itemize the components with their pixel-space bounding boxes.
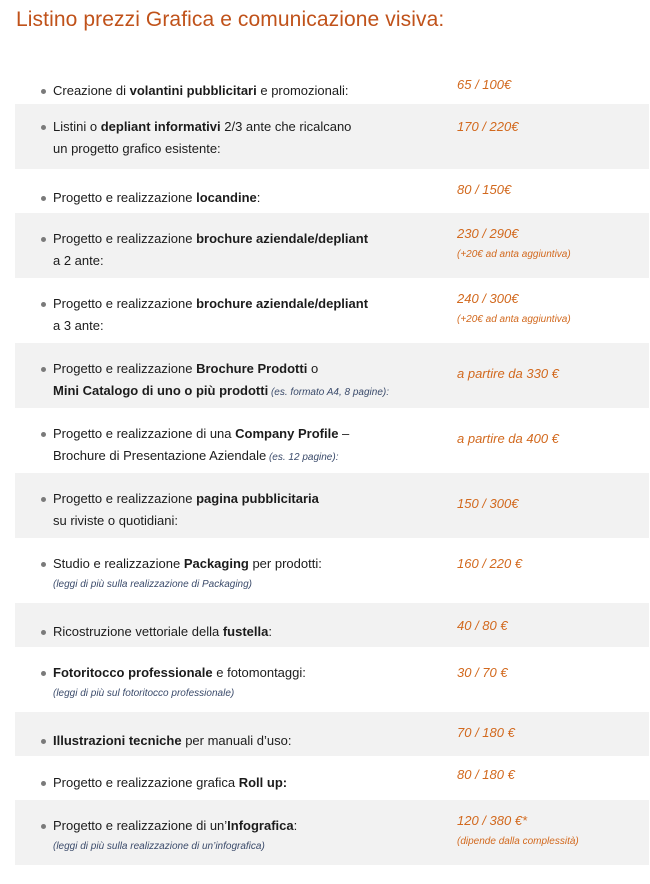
row-description: Progetto e realizzazione Brochure Prodotti o Mini Catalogo di uno o più prodotti (es. formato A4, 8 pagine): — [53, 361, 389, 398]
price-row — [15, 169, 649, 213]
row-description: Fotoritocco professionale e fotomontaggi: (leggi di più sul fotoritocco professionale) — [53, 662, 306, 704]
price-row — [15, 647, 649, 712]
retouching-link[interactable]: (leggi di più sul fotoritocco professionale) — [53, 688, 235, 699]
row-price: 120 / 380 €* (dipende dalla complessità) — [457, 813, 579, 847]
row-description: Illustrazioni tecniche per manuali d’uso: — [53, 733, 292, 748]
row-description: Progetto e realizzazione locandine: — [53, 190, 261, 205]
row-price: 170 / 220€ — [457, 119, 519, 134]
price-row — [15, 408, 649, 473]
row-price: 160 / 220 € — [457, 556, 523, 571]
page-title: Listino prezzi Grafica e comunicazione visiva: — [16, 8, 445, 31]
bullet-icon — [41, 739, 46, 744]
price-row — [15, 538, 649, 603]
price-row — [15, 60, 649, 104]
row-description: Ricostruzione vettoriale della fustella: — [53, 624, 272, 639]
price-row — [15, 603, 649, 647]
row-description: Progetto e realizzazione grafica Roll up: — [53, 775, 288, 790]
row-description: Listini o depliant informativi 2/3 ante che ricalcano un progetto grafico esistente: — [53, 119, 352, 156]
row-price: 65 / 100€ — [457, 77, 512, 92]
row-price: 150 / 300€ — [457, 496, 519, 511]
bullet-icon — [41, 824, 46, 829]
row-description: Progetto e realizzazione brochure aziendale/depliant a 3 ante: — [53, 296, 369, 333]
row-description: Progetto e realizzazione pagina pubblicitaria su riviste o quotidiani: — [53, 491, 319, 528]
price-row — [15, 756, 649, 800]
bullet-icon — [41, 237, 46, 242]
row-price: 40 / 80 € — [457, 618, 508, 633]
price-row — [15, 473, 649, 538]
bullet-icon — [41, 562, 46, 567]
bullet-icon — [41, 630, 46, 635]
row-price: a partire da 400 € — [457, 431, 559, 446]
row-description: Creazione di volantini pubblicitari e promozionali: — [53, 83, 349, 98]
infographic-link[interactable]: (leggi di più sulla realizzazione di un’infografica) — [53, 841, 265, 852]
price-row — [15, 278, 649, 343]
price-row — [15, 213, 649, 278]
price-row — [15, 104, 649, 169]
bullet-icon — [41, 89, 46, 94]
row-description: Progetto e realizzazione di un’Infografica: (leggi di più sulla realizzazione di un’infografica) — [53, 815, 297, 857]
price-row — [15, 712, 649, 756]
bullet-icon — [41, 125, 46, 130]
row-price: 240 / 300€ (+20€ ad anta aggiuntiva) — [457, 291, 571, 325]
bullet-icon — [41, 671, 46, 676]
price-row — [15, 800, 649, 865]
packaging-link[interactable]: (leggi di più sulla realizzazione di Packaging) — [53, 579, 252, 590]
bullet-icon — [41, 497, 46, 502]
row-price: 80 / 180 € — [457, 767, 515, 782]
bullet-icon — [41, 196, 46, 201]
bullet-icon — [41, 781, 46, 786]
row-price: 70 / 180 € — [457, 725, 515, 740]
price-list — [15, 60, 649, 865]
row-description: Progetto e realizzazione di una Company Profile – Brochure di Presentazione Aziendale (es. 12 pagine): — [53, 426, 350, 463]
bullet-icon — [41, 302, 46, 307]
row-price: a partire da 330 € — [457, 366, 559, 381]
row-price: 80 / 150€ — [457, 182, 512, 197]
row-description: Progetto e realizzazione brochure aziendale/depliant a 2 ante: — [53, 231, 369, 268]
bullet-icon — [41, 367, 46, 372]
row-price: 230 / 290€ (+20€ ad anta aggiuntiva) — [457, 226, 571, 260]
row-description: Studio e realizzazione Packaging per prodotti: (leggi di più sulla realizzazione di Packaging) — [53, 553, 322, 595]
bullet-icon — [41, 432, 46, 437]
row-price: 30 / 70 € — [457, 665, 508, 680]
price-row — [15, 343, 649, 408]
